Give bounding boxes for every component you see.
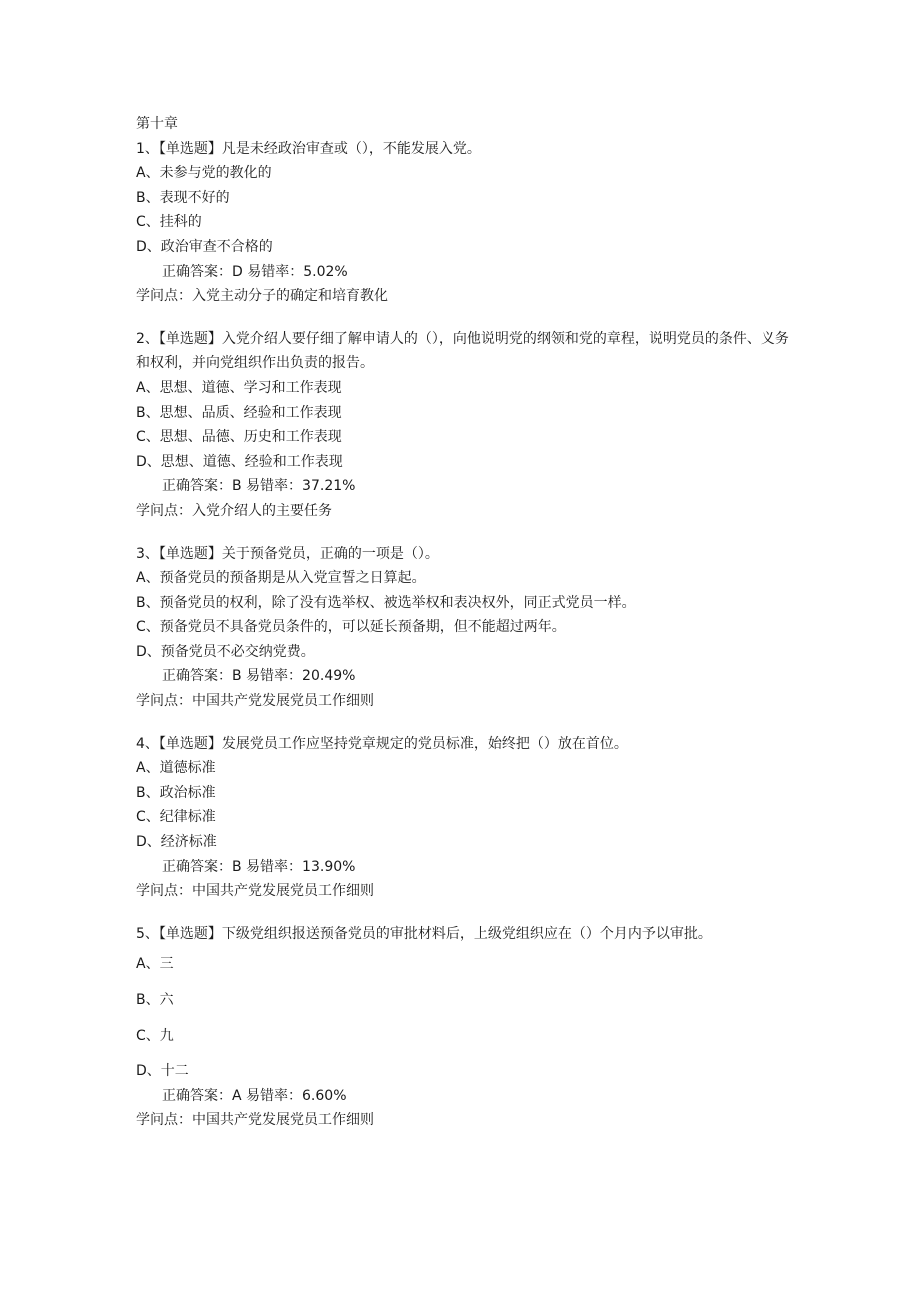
question-block	[136, 327, 796, 524]
knowledge-point: 学问点：中国共产党发展党员工作细则	[136, 693, 374, 710]
question-stem: 5、【单选题】下级党组织报送预备党员的审批材料后，上级党组织应在（）个月内予以审批。	[136, 925, 712, 942]
option-d: D、经济标准	[136, 834, 217, 851]
question-stem: 3、【单选题】关于预备党员，正确的一项是（）。	[136, 545, 439, 562]
knowledge-point: 学问点：中国共产党发展党员工作细则	[136, 1112, 374, 1129]
question-block	[136, 922, 796, 1133]
correct-answer: 正确答案：B 易错率：37.21%	[162, 478, 356, 495]
question-stem: 2、【单选题】入党介绍人要仔细了解申请人的（），向他说明党的纲领和党的章程，说明党员的条件、义务和权利，并向党组织作出负责的报告。	[136, 330, 789, 372]
question-block	[136, 732, 796, 904]
correct-answer: 正确答案：D 易错率：5.02%	[162, 263, 348, 280]
option-d: D、预备党员不必交纳党费。	[136, 643, 315, 660]
option-c: C、预备党员不具备党员条件的，可以延长预备期，但不能超过两年。	[136, 619, 566, 636]
correct-answer: 正确答案：B 易错率：20.49%	[162, 668, 356, 685]
option-d: D、思想、道德、经验和工作表现	[136, 453, 343, 470]
option-a: A、思想、道德、学习和工作表现	[136, 379, 342, 396]
option-b: B、政治标准	[136, 784, 216, 801]
knowledge-point: 学问点：入党介绍人的主要任务	[136, 502, 332, 519]
question-stem: 4、【单选题】发展党员工作应坚持党章规定的党员标准，始终把（）放在首位。	[136, 735, 628, 752]
question-block	[136, 137, 796, 309]
question-stem: 1、【单选题】凡是未经政治审查或（），不能发展入党。	[136, 140, 481, 157]
option-a: A、道德标准	[136, 760, 216, 777]
option-b: B、思想、品质、经验和工作表现	[136, 404, 342, 421]
option-a: A、预备党员的预备期是从入党宣誓之日算起。	[136, 570, 426, 587]
document-page	[136, 112, 796, 1133]
knowledge-point: 学问点：入党主动分子的确定和培育教化	[136, 288, 388, 305]
option-b: B、表现不好的	[136, 189, 230, 206]
chapter-title: 第十章	[136, 116, 178, 132]
option-c: C、思想、品德、历史和工作表现	[136, 429, 342, 446]
correct-answer: 正确答案：A 易错率：6.60%	[162, 1087, 347, 1104]
option-a: A、未参与党的教化的	[136, 165, 272, 182]
option-b: B、预备党员的权利，除了没有选举权、被选举权和表决权外，同正式党员一样。	[136, 594, 636, 611]
question-block	[136, 542, 796, 714]
option-c: C、纪律标准	[136, 809, 216, 826]
option-c: C、挂科的	[136, 214, 202, 231]
option-c: C、九	[136, 1027, 174, 1044]
option-a: A、三	[136, 956, 174, 973]
option-b: B、六	[136, 992, 174, 1008]
knowledge-point: 学问点：中国共产党发展党员工作细则	[136, 883, 374, 900]
option-d: D、十二	[136, 1063, 189, 1080]
correct-answer: 正确答案：B 易错率：13.90%	[162, 858, 356, 875]
option-d: D、政治审查不合格的	[136, 238, 273, 255]
